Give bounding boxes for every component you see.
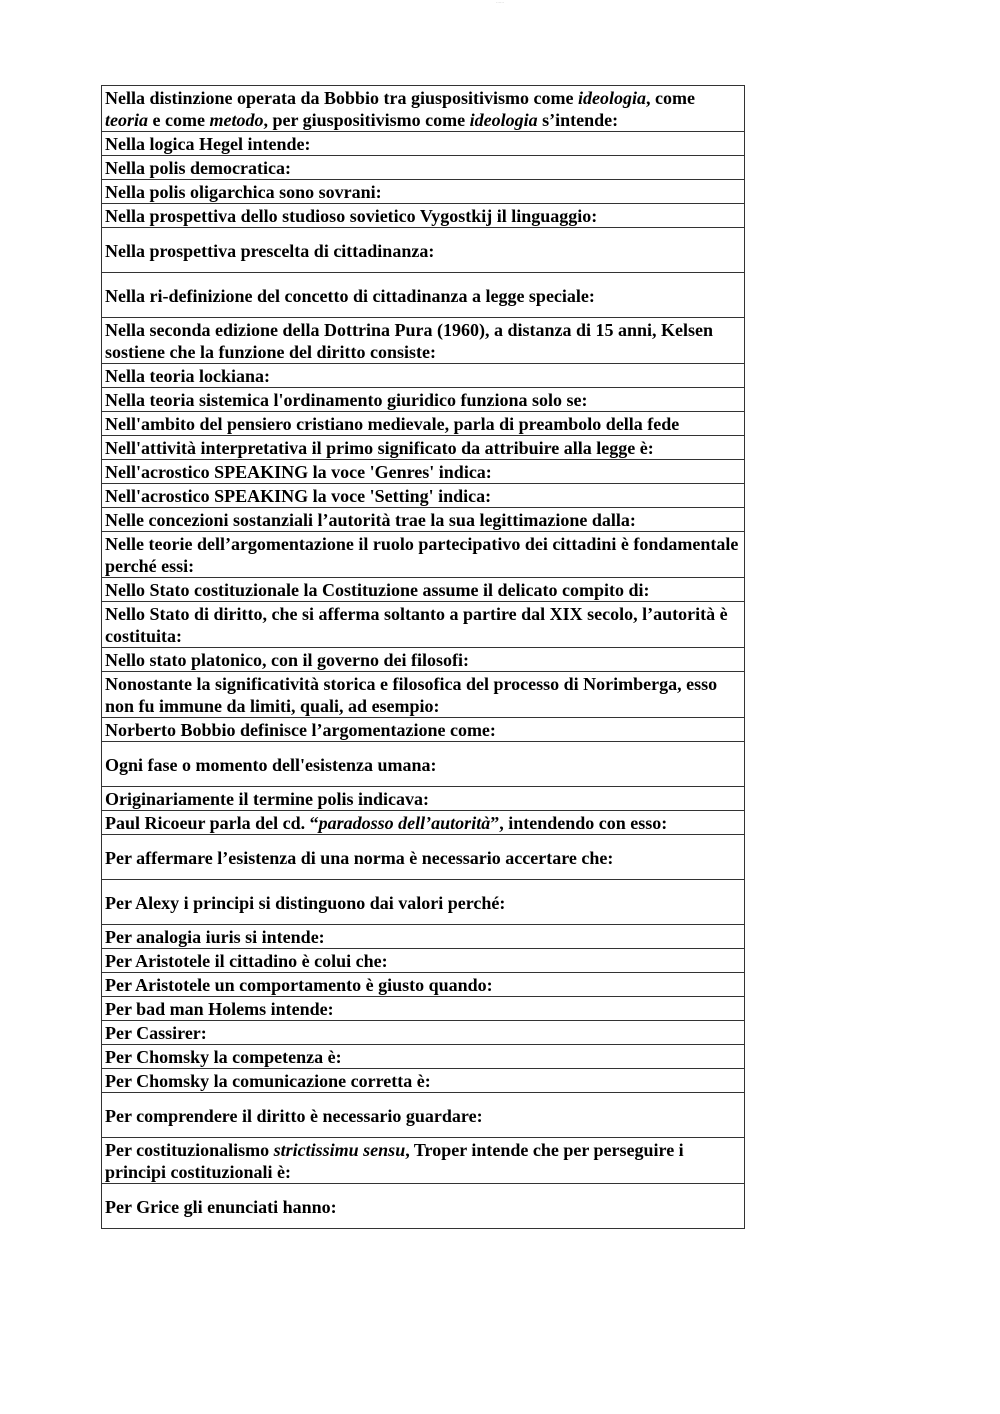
question-text: Per analogia iuris si intende: [105,927,325,947]
question-cell [102,228,745,273]
question-text: Originariamente il termine polis indicava: [105,789,429,809]
table-row [102,484,745,508]
table-row [102,1045,745,1069]
question-cell [102,1184,745,1229]
question-cell [102,412,745,436]
question-text: Nella teoria sistemica l'ordinamento giuridico funziona solo se: [105,390,588,410]
question-cell [102,949,745,973]
question-cell [102,273,745,318]
table-row [102,204,745,228]
question-text: Nella prospettiva dello studioso sovietico Vygostkij il linguaggio: [105,206,598,226]
question-text: Per costituzionalismo [105,1140,274,1160]
page-header-mark: ······ [496,0,504,5]
question-text: Nonostante la significatività storica e filosofica del processo di Norimberga, esso non fu immune da limiti, quali, ad esempio: [105,674,718,716]
question-text: Nelle concezioni sostanziali l’autorità trae la sua legittimazione dalla: [105,510,636,530]
question-cell [102,1138,745,1184]
question-text: Per Chomsky la competenza è: [105,1047,342,1067]
table-row [102,228,745,273]
table-row [102,1021,745,1045]
question-text: Per Cassirer: [105,1023,207,1043]
table-row [102,364,745,388]
question-text: Nello stato platonico, con il governo dei filosofi: [105,650,469,670]
question-cell [102,1045,745,1069]
table-row [102,532,745,578]
question-cell [102,132,745,156]
question-text: s’intende: [537,110,619,130]
question-text: Nella prospettiva prescelta di cittadinanza: [105,240,435,261]
italic-term: ideologia [469,110,538,130]
question-cell [102,318,745,364]
question-text: Per Aristotele il cittadino è colui che: [105,951,388,971]
italic-term: paradosso dell’autorità [318,813,491,833]
question-cell [102,835,745,880]
question-text: Per affermare l’esistenza di una norma è necessario accertare che: [105,847,614,868]
table-row [102,835,745,880]
table-row [102,811,745,835]
table-row [102,273,745,318]
question-cell [102,880,745,925]
table-row [102,648,745,672]
table-row [102,672,745,718]
question-cell [102,925,745,949]
question-text: Nell'attività interpretativa il primo significato da attribuire alla legge è: [105,438,654,458]
questions-table-body [102,86,745,1229]
table-row [102,1138,745,1184]
table-row [102,949,745,973]
question-cell [102,602,745,648]
question-text: Nello Stato di diritto, che si afferma soltanto a partire dal XIX secolo, l’autorità è costituita: [105,604,728,646]
question-cell [102,508,745,532]
question-cell [102,811,745,835]
table-row [102,412,745,436]
question-cell [102,648,745,672]
question-text: Nell'acrostico SPEAKING la voce 'Setting' indica: [105,486,492,506]
question-text: , come [646,88,695,108]
question-text: Per Alexy i principi si distinguono dai valori perché: [105,892,506,913]
italic-term: metodo [209,110,264,130]
table-row [102,1184,745,1229]
question-cell [102,672,745,718]
table-row [102,742,745,787]
question-text: Per bad man Holems intende: [105,999,334,1019]
question-text: Paul Ricoeur parla del cd. “ [105,813,319,833]
table-row [102,1093,745,1138]
table-row [102,973,745,997]
table-row [102,718,745,742]
question-cell [102,364,745,388]
question-cell [102,997,745,1021]
question-text: Nella polis democratica: [105,158,291,178]
italic-term: strictissimu sensu [273,1140,406,1160]
table-row [102,180,745,204]
question-cell [102,204,745,228]
question-text: Per Aristotele un comportamento è giusto quando: [105,975,493,995]
table-row [102,925,745,949]
question-text: Per Grice gli enunciati hanno: [105,1196,337,1217]
question-text: Nell'ambito del pensiero cristiano medievale, parla di preambolo della fede [105,414,680,434]
question-cell [102,180,745,204]
question-text: Nella distinzione operata da Bobbio tra giuspositivismo come [105,88,579,108]
question-text: Nella ri-definizione del concetto di cittadinanza a legge speciale: [105,285,595,306]
table-row [102,132,745,156]
question-text: Per Chomsky la comunicazione corretta è: [105,1071,431,1091]
question-text: Per comprendere il diritto è necessario guardare: [105,1105,483,1126]
table-row [102,787,745,811]
table-row [102,578,745,602]
question-cell [102,578,745,602]
question-cell [102,484,745,508]
question-cell [102,1021,745,1045]
table-row [102,388,745,412]
question-cell [102,532,745,578]
question-cell [102,1093,745,1138]
italic-term: ideologia [578,88,647,108]
question-cell [102,436,745,460]
table-row [102,602,745,648]
question-cell [102,787,745,811]
table-row [102,997,745,1021]
question-cell [102,973,745,997]
question-text: , per giuspositivismo come [263,110,470,130]
question-text: Nella seconda edizione della Dottrina Pura (1960), a distanza di 15 anni, Kelsen sostiene che la funzione del diritto consiste: [105,320,714,362]
table-row [102,436,745,460]
question-text: Nella teoria lockiana: [105,366,270,386]
italic-term: teoria [105,110,148,130]
question-text: Nella polis oligarchica sono sovrani: [105,182,382,202]
table-row [102,86,745,132]
question-cell [102,156,745,180]
table-row [102,880,745,925]
question-text: e come [148,110,210,130]
question-text: , Troper intende che per perseguire i principi costituzionali è: [105,1140,684,1182]
question-text: Nelle teorie dell’argomentazione il ruolo partecipativo dei cittadini è fondamentale perché essi: [105,534,739,576]
question-text: Norberto Bobbio definisce l’argomentazione come: [105,720,496,740]
table-row [102,318,745,364]
question-text: Ogni fase o momento dell'esistenza umana: [105,754,437,775]
question-cell [102,718,745,742]
question-text: Nell'acrostico SPEAKING la voce 'Genres' indica: [105,462,492,482]
table-row [102,460,745,484]
question-cell [102,742,745,787]
question-text: ”, intendendo con esso: [490,813,668,833]
table-row [102,1069,745,1093]
table-row [102,508,745,532]
question-cell [102,86,745,132]
question-cell [102,388,745,412]
question-cell [102,460,745,484]
table-row [102,156,745,180]
question-text: Nello Stato costituzionale la Costituzione assume il delicato compito di: [105,580,650,600]
question-text: Nella logica Hegel intende: [105,134,311,154]
questions-table [101,85,745,1229]
question-cell [102,1069,745,1093]
